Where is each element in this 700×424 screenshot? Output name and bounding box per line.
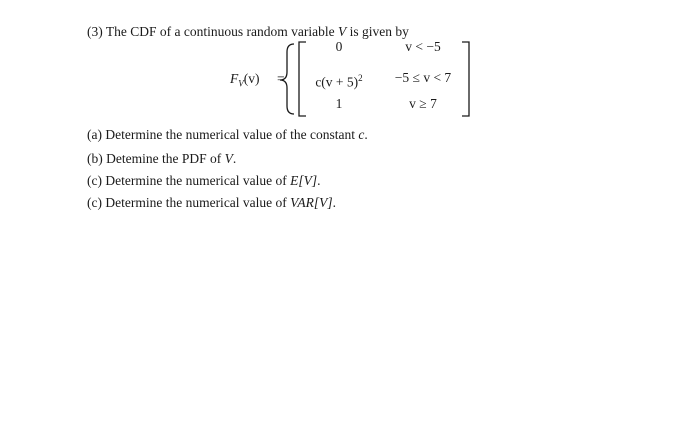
random-variable-symbol: V — [337, 24, 347, 39]
problem-title-prefix: (3) The CDF of a continuous random variable — [87, 24, 338, 39]
right-square-bracket — [462, 42, 469, 116]
equals-sign: = — [277, 71, 285, 86]
case-condition: −5 ≤ v < 7 — [394, 70, 452, 85]
case-condition: v ≥ 7 — [409, 96, 437, 111]
question-part-b: (b) Detemine the PDF of V. — [87, 151, 237, 166]
question-part-c-variance: (c) Determine the numerical value of VAR[V]. — [87, 195, 337, 210]
problem-title-suffix: is given by — [346, 24, 409, 39]
case-expression: $c(v + 5)^2$ — [315, 73, 363, 90]
case-expression: 0 — [335, 39, 343, 54]
cdf-formula — [0, 0, 700, 130]
cdf-symbol: $F_V(v)$ — [230, 71, 260, 89]
question-part-a: (a) Determine the numerical value of the constant c. — [87, 127, 368, 142]
question-part-c-expectation: (c) Determine the numerical value of E[V]. — [87, 173, 321, 188]
case-condition: v < −5 — [405, 39, 441, 54]
case-expression: 1 — [335, 96, 343, 111]
